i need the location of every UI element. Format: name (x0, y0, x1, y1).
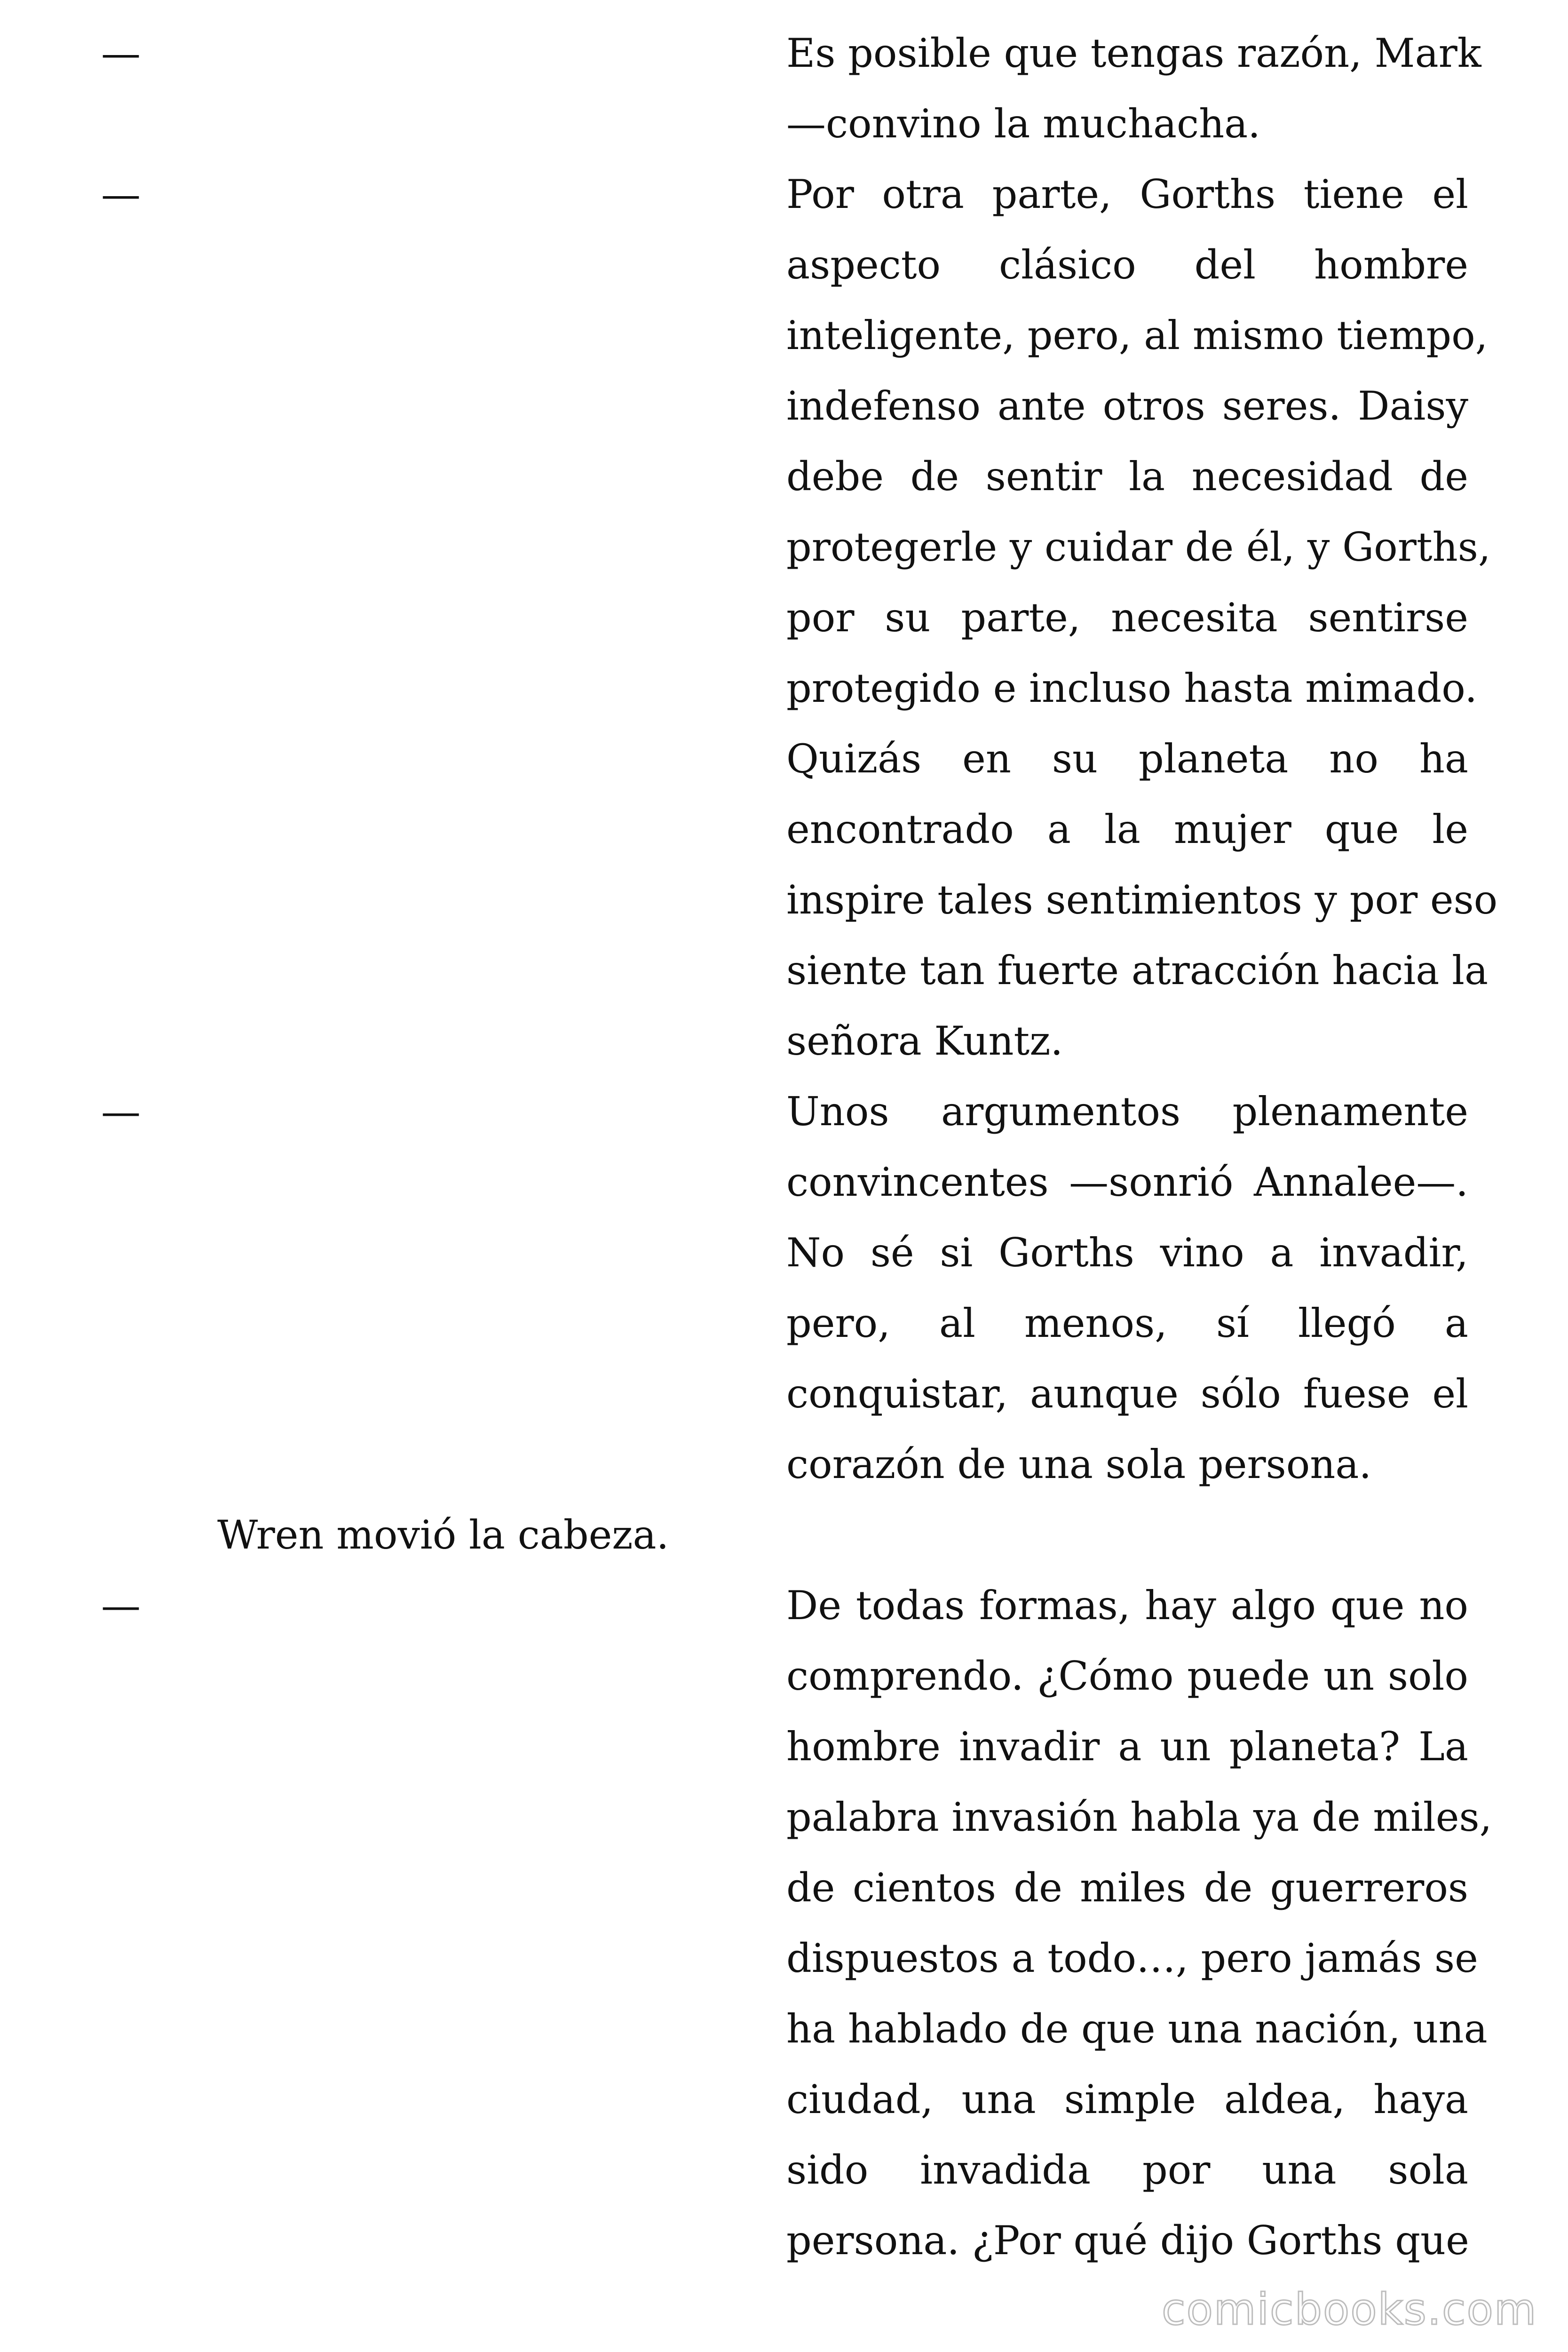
text-line: sido invadida por una sola (786, 2147, 1468, 2193)
dialogue-dash: — (101, 30, 141, 76)
text-line: siente tan fuerte atracción hacia la (786, 947, 1489, 993)
text-line: por su parte, necesita sentirse (786, 595, 1468, 641)
text-line: conquistar, aunque sólo fuese el (786, 1371, 1468, 1417)
text-line: Unos argumentos plenamente (786, 1089, 1468, 1135)
text-line: —convino la muchacha. (786, 101, 1260, 147)
text-line: hombre invadir a un planeta? La (786, 1724, 1468, 1770)
text-line: Quizás en su planeta no ha (786, 736, 1468, 782)
text-line: protegido e incluso hasta mimado. (786, 665, 1478, 711)
text-line: señora Kuntz. (786, 1018, 1063, 1064)
text-line: encontrado a la mujer que le (786, 806, 1468, 852)
dialogue-dash: — (101, 1582, 141, 1629)
text-line: Por otra parte, Gorths tiene el (786, 171, 1468, 217)
text-line: persona. ¿Por qué dijo Gorths que (786, 2217, 1469, 2264)
dialogue-paragraph (786, 1076, 1468, 1500)
text-line: convincentes —sonrió Annalee—. (786, 1159, 1468, 1205)
text-line: inteligente, pero, al mismo tiempo, (786, 312, 1488, 358)
text-line: Es posible que tengas razón, Mark (786, 30, 1481, 76)
text-line: ha hablado de que una nación, una (786, 2006, 1488, 2052)
text-line: indefenso ante otros seres. Daisy (786, 383, 1468, 429)
text-line: corazón de una sola persona. (786, 1441, 1372, 1487)
dialogue-dash: — (101, 1089, 141, 1135)
watermark: comicbooks.com (1162, 2284, 1537, 2335)
text-line: pero, al menos, sí llegó a (786, 1300, 1468, 1346)
text-line: protegerle y cuidar de él, y Gorths, (786, 524, 1491, 570)
text-line: palabra invasión habla ya de miles, (786, 1794, 1492, 1840)
text-line: inspire tales sentimientos y por eso (786, 877, 1498, 923)
narration-paragraph: Wren movió la cabeza. (217, 1512, 669, 1558)
text-line: aspecto clásico del hombre (786, 242, 1468, 288)
dialogue-paragraph (786, 1570, 1492, 2276)
text-line: De todas formas, hay algo que no (786, 1582, 1468, 1629)
text-line: ciudad, una simple aldea, haya (786, 2076, 1468, 2122)
text-line: No sé si Gorths vino a invadir, (786, 1230, 1468, 1276)
dialogue-paragraph (786, 18, 1481, 159)
text-line: comprendo. ¿Cómo puede un solo (786, 1653, 1468, 1699)
text-line: de cientos de miles de guerreros (786, 1865, 1468, 1911)
text-line: dispuestos a todo…, pero jamás se (786, 1935, 1478, 1981)
text-line: debe de sentir la necesidad de (786, 453, 1468, 500)
dialogue-dash: — (101, 171, 141, 217)
dialogue-paragraph (786, 159, 1498, 1076)
